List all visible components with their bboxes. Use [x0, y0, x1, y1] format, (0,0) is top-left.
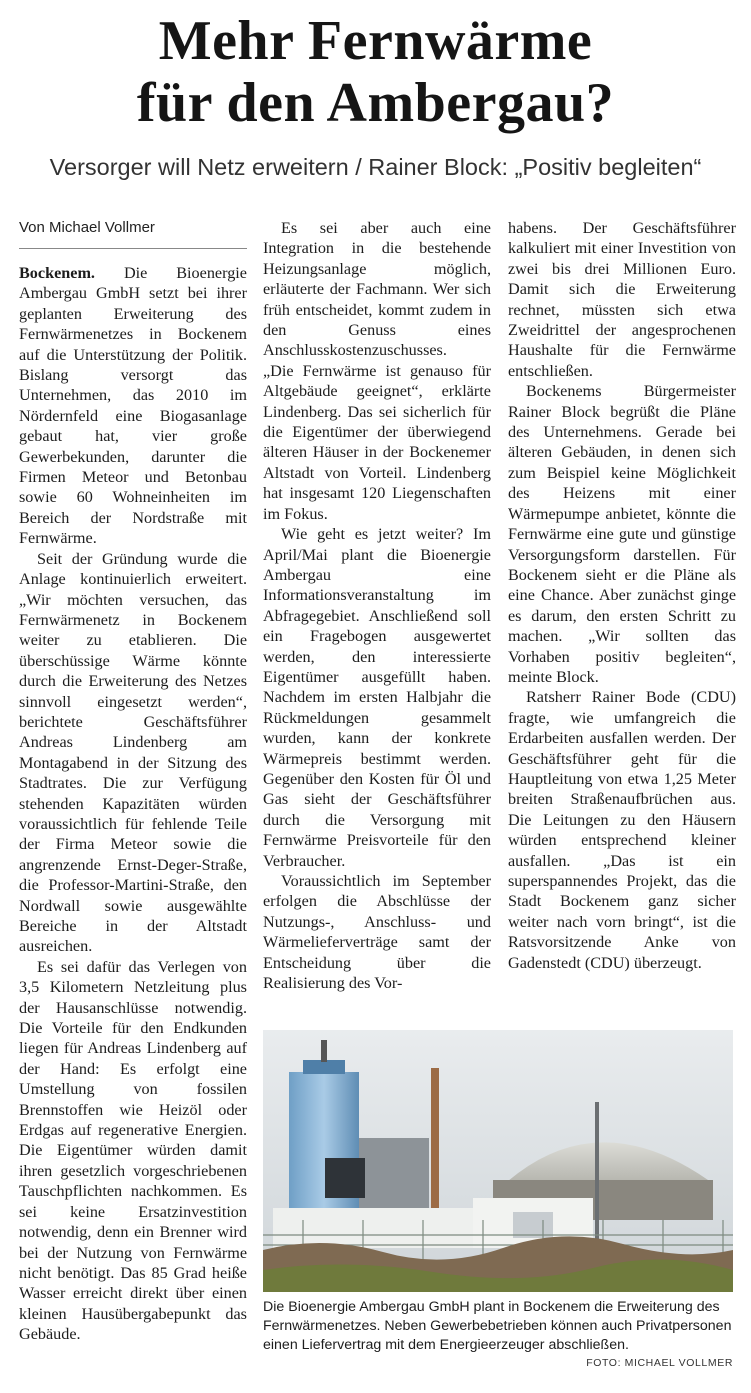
article-column-2: [263, 218, 491, 993]
paragraph-text: Die Bioenergie Ambergau GmbH setzt bei ihrer geplanten Erweiterung des Fernwärmenetzes in Bockenem auf die Unterstützung der Politik. Bislang versorgt das Unternehmen, das 2010 im Nördernfeld eine Biogasanlage gebaut hat, vier große Gewerbekunden, darunter die Firmen Meteor und Betonbau sowie 60 Wohneinheiten im Bereich der Nordstraße mit Fernwärme.: [19, 264, 247, 548]
photo-credit: FOTO: MICHAEL VOLLMER: [586, 1357, 733, 1369]
article-paragraph: Es sei aber auch eine Integration in die bestehende Heizungsanlage möglich, erläuterte der Fachmann. Wer sich früh entscheidet, kommt zudem in den Genuss eines Anschlusskostenzuschusses.: [263, 219, 491, 360]
article-paragraph: Es sei dafür das Verlegen von 3,5 Kilometern Netzleitung plus der Hausanschlüsse notwendig. Die Vorteile für den Endkunden liegen für Andreas Lindenberg auf der Hand: Es erfolgt eine Umstellung von fossilen Brennstoffen wie Heizöl oder Erdgas auf regenerative Energien. Die Eigentümer würden damit ihren gesetzlich vorgeschriebenen Tauschpflichten nachkommen. Es sei keine Ersatzinvestition notwendig, denn ein Brenner wird bei der Nutzung von Fernwärme nicht benötigt. Das 85 Grad heiße Wasser erreicht direkt über einen kleinen Hausübergabepunkt das Gebäude.: [19, 957, 247, 1344]
article-paragraph: Seit der Gründung wurde die Anlage kontinuierlich erweitert. „Wir möchten versuchen, das Fernwärmenetz in Bockenem weiter zu etablieren. Die überschüssige Wärme könnte durch die Erweiterung des Netzes sinnvoll eingesetzt werden“, berichtete Geschäftsführer Andreas Lindenberg am Montagabend in der Sitzung des Stadtrates. Die zur Verfügung stehenden Kapazitäten würden voraussichtlich für fehlende Teile der Firma Meteor sowie die angrenzende Ernst-Deger-Straße, die Professor-Martini-Straße, den Nordwall sowie ausgewählte Bereiche in der Altstadt ausreichen.: [19, 549, 247, 956]
byline: Von Michael Vollmer: [19, 218, 247, 249]
subheadline: Versorger will Netz erweitern / Rainer Block: „Positiv begleiten“: [49, 154, 702, 180]
biogas-plant-photo: [263, 1030, 733, 1292]
article-paragraph: Voraussichtlich im September erfolgen die Abschlüsse der Nutzungs-, Anschluss- und Wärmelieferverträge samt der Entscheidung über die Realisierung des Vor-: [263, 872, 491, 993]
headline-line-2: für den Ambergau?: [136, 72, 615, 134]
dateline: Bockenem.: [19, 264, 95, 282]
headline: [0, 10, 751, 134]
photo-caption: Die Bioenergie Ambergau GmbH plant in Bockenem die Erweiterung des Fernwärmenetzes. Neben Gewerbebetrieben können auch Privatpersonen einen Liefervertrag mit dem Energieerzeuger abschließen.: [263, 1299, 732, 1353]
article-paragraph: [19, 263, 247, 549]
article-paragraph: Wie geht es jetzt weiter? Im April/Mai plant die Bioenergie Ambergau eine Informationsveranstaltung im Abfragegebiet. Anschließend soll ein Fragebogen ausgewertet werden, den interessierte Eigentümer ausgefüllt haben. Nachdem im ersten Halbjahr die Rückmeldungen gesammelt wurden, kann der konkrete Wärmepreis bestimmt werden. Gegenüber den Kosten für Öl und Gas sieht der Geschäftsführer durch die Versorgung mit Fernwärme Preisvorteile für den Verbraucher.: [263, 525, 491, 870]
article-paragraph: „Die Fernwärme ist genauso für Altgebäude geeignet“, erklärte Lindenberg. Das sei sicherlich für die Eigentümer der überwiegend älteren Häuser in der Bockenemer Altstadt von Vorteil. Lindenberg hat insgesamt 120 Liegenschaften im Fokus.: [263, 361, 491, 523]
article-paragraph: Bockenems Bürgermeister Rainer Block begrüßt die Pläne des Unternehmens. Gerade bei älteren Gebäuden, in denen sich zum Beispiel keine Möglichkeit des Heizens mit einer Wärmepumpe anbietet, könnte die Fernwärme eine gute und günstige Versorgungsform darstellen. Für Bockenem sieht er die Pläne als eine Chance. Aber zunächst ginge es darum, den ersten Schritt zu machen. „Wir sollten das Vorhaben positiv begleiten“, meinte Block.: [508, 382, 736, 686]
article-column-1: [19, 218, 247, 1345]
headline-line-1: Mehr Fernwärme: [158, 10, 593, 72]
article-paragraph: habens. Der Geschäftsführer kalkuliert mit einer Investition von zwei bis drei Millionen Euro. Damit sich die Erweiterung rechnet, müssten sich etwa Zweidrittel der angesprochenen Haushalte für die Fernwärme entschließen.: [508, 219, 736, 380]
photo-illustration: [263, 1030, 733, 1292]
article-paragraph: Ratsherr Rainer Bode (CDU) fragte, wie umfangreich die Erdarbeiten ausfallen werden. Der Geschäftsführer geht für die Hauptleitung von etwa 1,25 Meter breiten Straßenaufbrüchen aus. Die Leitungen zu den Häusern würden entsprechend kleiner ausfallen. „Das ist ein superspannendes Projekt, das die Stadt Bockenem ganz sicher weiter nach vorn bringt“, ist die Ratsvorsitzende Anke von Gadenstedt (CDU) überzeugt.: [508, 688, 736, 972]
article-column-3: [508, 218, 736, 973]
